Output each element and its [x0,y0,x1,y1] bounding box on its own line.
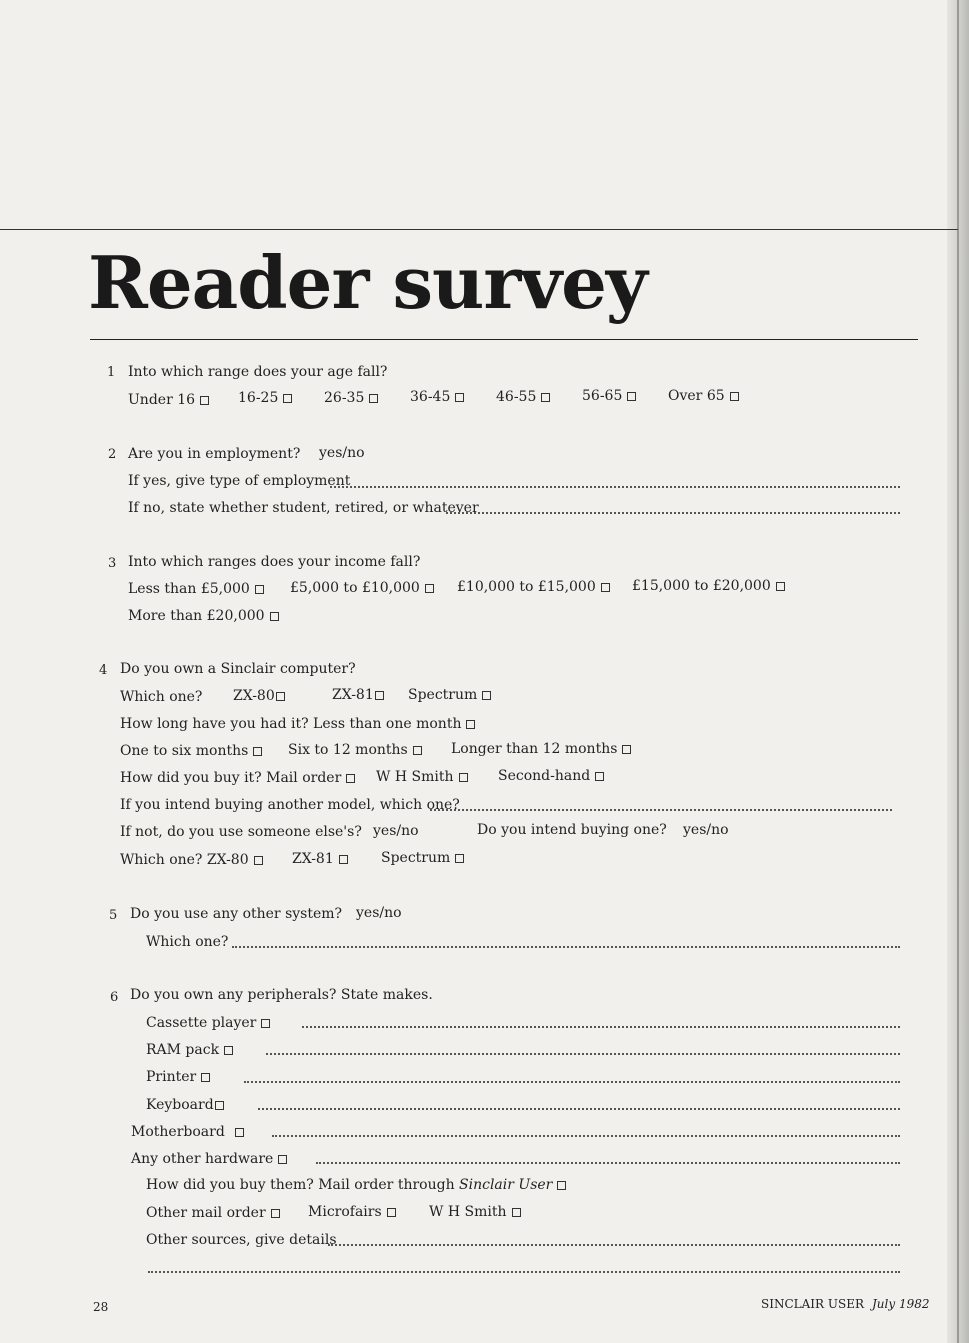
q2-number: 2 [108,447,117,462]
option-label: £15,000 to £20,000 [632,578,771,594]
checkbox[interactable] [270,612,279,621]
checkbox[interactable] [215,1101,224,1110]
q3-option-gt20000[interactable] [128,607,279,625]
checkbox[interactable] [413,746,422,755]
q4-option-gt12-months[interactable] [451,740,631,758]
checkbox[interactable] [235,1128,244,1137]
q6-number: 6 [110,990,119,1005]
option-label: £10,000 to £15,000 [457,579,596,595]
option-label: £5,000 to £10,000 [290,580,420,596]
q1-option-36-45[interactable] [410,388,464,406]
option-label: Under 16 [128,392,196,408]
q6-item-printer[interactable] [146,1068,210,1086]
q4-another-model-label: If you intend buying another model, which one? [120,797,460,813]
q4-option-1-6-months[interactable] [120,742,262,760]
q4-option-zx80[interactable] [233,687,285,705]
checkbox[interactable] [201,1073,210,1082]
q2-line1-label: If yes, give type of employment [128,473,351,489]
q2-text: Are you in employment? [128,446,301,462]
option-label: Six to 12 months [288,742,408,758]
q6-item-other-hardware[interactable] [131,1150,287,1168]
q4-another-model-field[interactable] [430,808,892,811]
title-rule [90,339,918,340]
option-label: Keyboard [146,1097,214,1113]
q1-text: Into which range does your age fall? [128,364,388,380]
option-label: How did you buy it? Mail order [120,770,342,786]
q4-which-again-zx80[interactable] [120,851,263,869]
checkbox[interactable] [601,583,610,592]
checkbox[interactable] [622,745,631,754]
q2-line2-label: If no, state whether student, retired, or whatever [128,500,479,516]
option-label: 36-45 [410,389,451,405]
page-title: Reader survey [88,240,647,325]
checkbox[interactable] [557,1181,566,1190]
q6-item-motherboard[interactable] [131,1123,244,1141]
q6-option-other-mail-order[interactable] [146,1204,280,1222]
q6-option-microfairs[interactable] [308,1203,396,1221]
q6-other-hardware-field[interactable] [316,1161,900,1164]
q3-text: Into which ranges does your income fall? [128,554,421,570]
q1-option-over65[interactable] [668,387,739,405]
q6-other-sources-field-2[interactable] [148,1270,900,1273]
option-label: 16-25 [238,390,279,406]
q6-other-sources-field[interactable] [328,1243,900,1246]
q5-which-field[interactable] [232,945,900,948]
option-label: Spectrum [408,687,478,703]
how-buy-prefix: How did you buy them? Mail order through [146,1177,460,1193]
q5-text: Do you use any other system? [130,906,343,922]
q6-item-keyboard[interactable] [146,1096,224,1114]
checkbox[interactable] [339,855,348,864]
option-label: Less than £5,000 [128,581,250,597]
q4-yesno-1[interactable]: yes/no [373,823,419,839]
q1-option-26-35[interactable] [324,389,378,407]
checkbox[interactable] [595,772,604,781]
q6-other-sources-label: Other sources, give details [146,1232,337,1248]
checkbox[interactable] [776,582,785,591]
checkbox[interactable] [459,773,468,782]
q6-printer-field[interactable] [244,1080,900,1083]
option-label: Second-hand [498,768,591,784]
q4-option-wh-smith[interactable] [376,768,468,786]
checkbox[interactable] [224,1046,233,1055]
option-label: Printer [146,1069,197,1085]
q3-option-lt5000[interactable] [128,580,264,598]
q4-number: 4 [99,663,108,678]
q4-option-second-hand[interactable] [498,767,604,785]
checkbox[interactable] [541,393,550,402]
checkbox[interactable] [278,1155,287,1164]
checkbox[interactable] [455,854,464,863]
checkbox[interactable] [261,1019,270,1028]
option-label: More than £20,000 [128,608,265,624]
page-number: 28 [93,1300,109,1314]
footer-issue: July 1982 [872,1297,930,1311]
option-label: 56-65 [582,388,623,404]
option-label: Any other hardware [131,1151,274,1167]
checkbox[interactable] [276,692,285,701]
q1-option-16-25[interactable] [238,389,292,407]
checkbox[interactable] [254,856,263,865]
q1-option-56-65[interactable] [582,387,636,405]
q3-number: 3 [108,556,117,571]
q6-ram-pack-field[interactable] [266,1052,900,1055]
q1-number: 1 [107,365,116,380]
option-label: RAM pack [146,1042,220,1058]
q6-how-buy[interactable] [146,1176,566,1194]
checkbox[interactable] [482,691,491,700]
q6-item-cassette[interactable] [146,1014,270,1032]
checkbox[interactable] [255,585,264,594]
q4-option-mail-order[interactable] [120,769,355,787]
q4-how-long[interactable] [120,715,475,733]
magazine-name: Sinclair User [459,1177,553,1193]
option-label: W H Smith [429,1204,507,1220]
checkbox[interactable] [283,394,292,403]
checkbox[interactable] [466,720,475,729]
q6-option-wh-smith[interactable] [429,1203,521,1221]
page-edge-line [957,0,959,1343]
q4-if-not: If not, do you use someone else's? [120,824,362,840]
q4-intend: Do you intend buying one? [477,822,667,838]
option-label: One to six months [120,743,249,759]
checkbox[interactable] [387,1208,396,1217]
checkbox[interactable] [271,1209,280,1218]
checkbox[interactable] [455,393,464,402]
option-label: ZX-81 [332,687,374,703]
option-label: Microfairs [308,1204,382,1220]
q4-yesno-2[interactable]: yes/no [683,822,729,838]
q2-yesno[interactable]: yes/no [319,445,365,461]
checkbox[interactable] [425,584,434,593]
q6-keyboard-field[interactable] [258,1107,900,1110]
checkbox[interactable] [346,774,355,783]
checkbox[interactable] [730,392,739,401]
q4-which-again-zx81[interactable] [292,850,348,868]
checkbox[interactable] [512,1208,521,1217]
q6-motherboard-field[interactable] [272,1134,900,1137]
option-label: 26-35 [324,390,365,406]
q2-line1-field[interactable] [330,485,900,488]
option-label: ZX-80 [233,688,275,704]
q3-option-5000-10000[interactable] [290,579,434,597]
option-label: Which one? ZX-80 [120,852,249,868]
q4-option-zx81[interactable] [332,686,384,704]
q4-option-spectrum[interactable] [408,686,491,704]
q4-text: Do you own a Sinclair computer? [120,661,356,677]
q3-option-15000-20000[interactable] [632,577,785,595]
q6-text: Do you own any peripherals? State makes. [130,987,433,1003]
option-label: W H Smith [376,769,454,785]
checkbox[interactable] [627,392,636,401]
checkbox[interactable] [369,394,378,403]
q1-option-under16[interactable] [128,391,209,409]
q1-option-46-55[interactable] [496,388,550,406]
option-label: Spectrum [381,850,451,866]
option-label: ZX-81 [292,851,334,867]
checkbox[interactable] [253,747,262,756]
option-label: How long have you had it? Less than one month [120,716,462,732]
q4-which-label: Which one? [120,689,203,705]
checkbox[interactable] [375,691,384,700]
option-label: Other mail order [146,1205,266,1221]
top-rule [0,229,958,230]
checkbox[interactable] [200,396,209,405]
option-label: Longer than 12 months [451,741,618,757]
option-label: Cassette player [146,1015,257,1031]
option-label: Motherboard [131,1124,225,1140]
option-label: 46-55 [496,389,537,405]
q6-cassette-field[interactable] [302,1025,900,1028]
q4-which-again-spectrum[interactable] [381,849,464,867]
q5-yesno[interactable]: yes/no [356,905,402,921]
footer-magazine: SINCLAIR USER [761,1297,864,1311]
q6-item-ram-pack[interactable] [146,1041,233,1059]
option-label: Over 65 [668,388,725,404]
q5-which-label: Which one? [146,934,229,950]
q2-line2-field[interactable] [446,511,900,514]
q4-option-6-12-months[interactable] [288,741,422,759]
q5-number: 5 [109,908,118,923]
q3-option-10000-15000[interactable] [457,578,610,596]
